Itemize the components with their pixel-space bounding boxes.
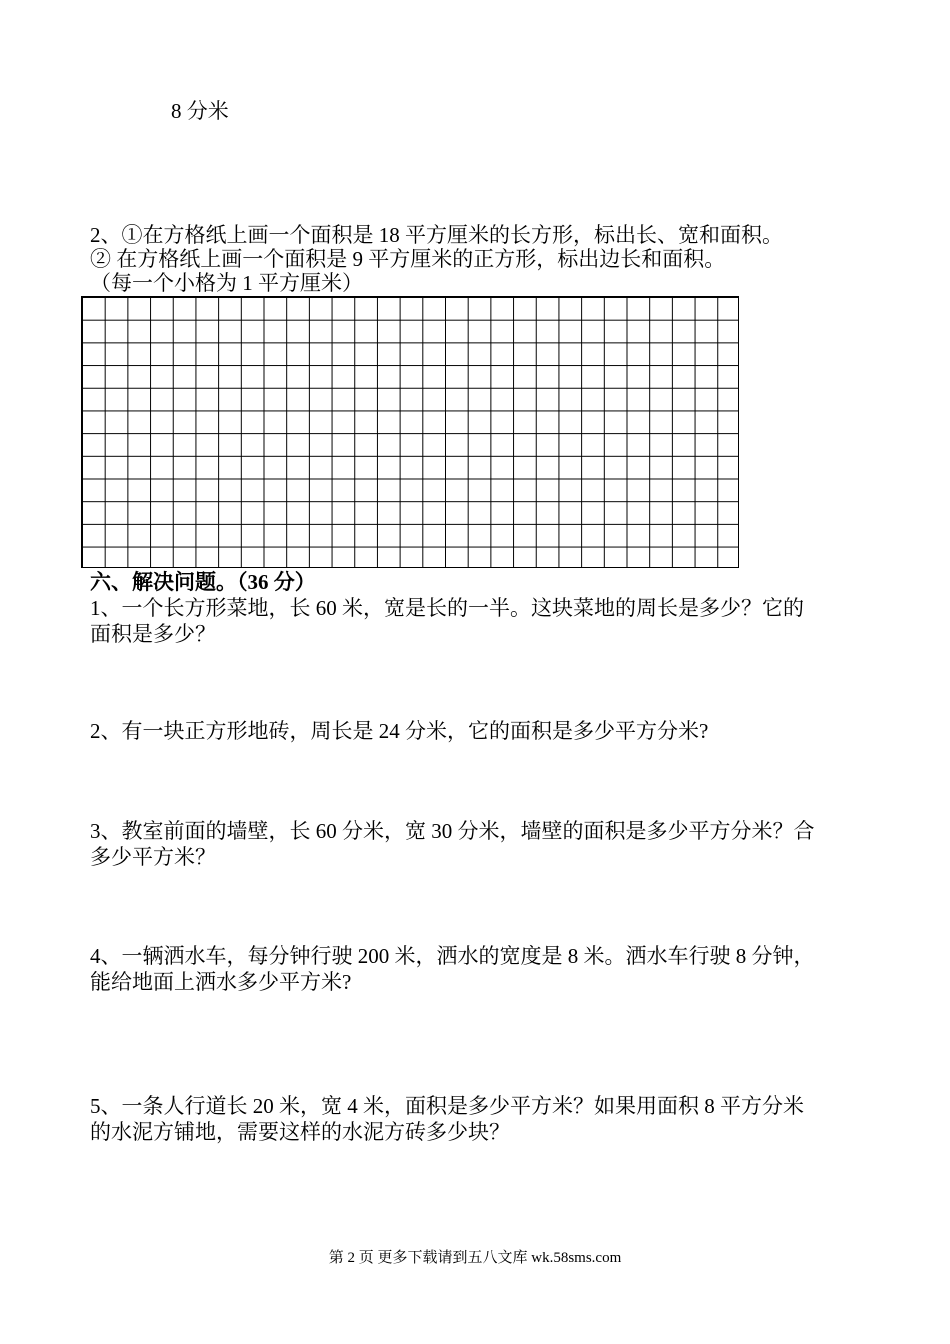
question-5-2-line-2: ② 在方格纸上画一个面积是 9 平方厘米的正方形，标出边长和面积。 [90, 247, 726, 271]
problem-3-line-1: 3、教室前面的墙壁，长 60 分米，宽 30 分米，墙壁的面积是多少平方分米？合 [90, 819, 815, 843]
dimension-label-8dm: 8 分米 [171, 99, 229, 123]
problem-2-line-1: 2、有一块正方形地砖，周长是 24 分米，它的面积是多少平方分米? [90, 719, 709, 743]
problem-1-line-2: 面积是多少？ [90, 622, 216, 646]
square-grid-paper [81, 296, 739, 568]
problem-3-line-2: 多少平方米？ [90, 845, 216, 869]
problem-4-line-1: 4、一辆洒水车，每分钟行驶 200 米，洒水的宽度是 8 米。洒水车行驶 8 分钟， [90, 944, 815, 968]
problem-5-line-1: 5、一条人行道长 20 米，宽 4 米，面积是多少平方米？如果用面积 8 平方分米 [90, 1094, 804, 1118]
grid-note: （每一个小格为 1 平方厘米） [90, 271, 363, 295]
problem-4-line-2: 能给地面上洒水多少平方米? [90, 970, 352, 994]
problem-5-line-2: 的水泥方铺地，需要这样的水泥方砖多少块？ [90, 1120, 510, 1144]
section-6-heading: 六、解决问题。（36 分） [90, 570, 316, 594]
problem-1-line-1: 1、一个长方形菜地，长 60 米，宽是长的一半。这块菜地的周长是多少？它的 [90, 596, 804, 620]
question-5-2-line-1: 2、①在方格纸上画一个面积是 18 平方厘米的长方形，标出长、宽和面积。 [90, 223, 783, 247]
page-footer: 第 2 页 更多下载请到五八文库 wk.58sms.com [328, 1250, 622, 1266]
